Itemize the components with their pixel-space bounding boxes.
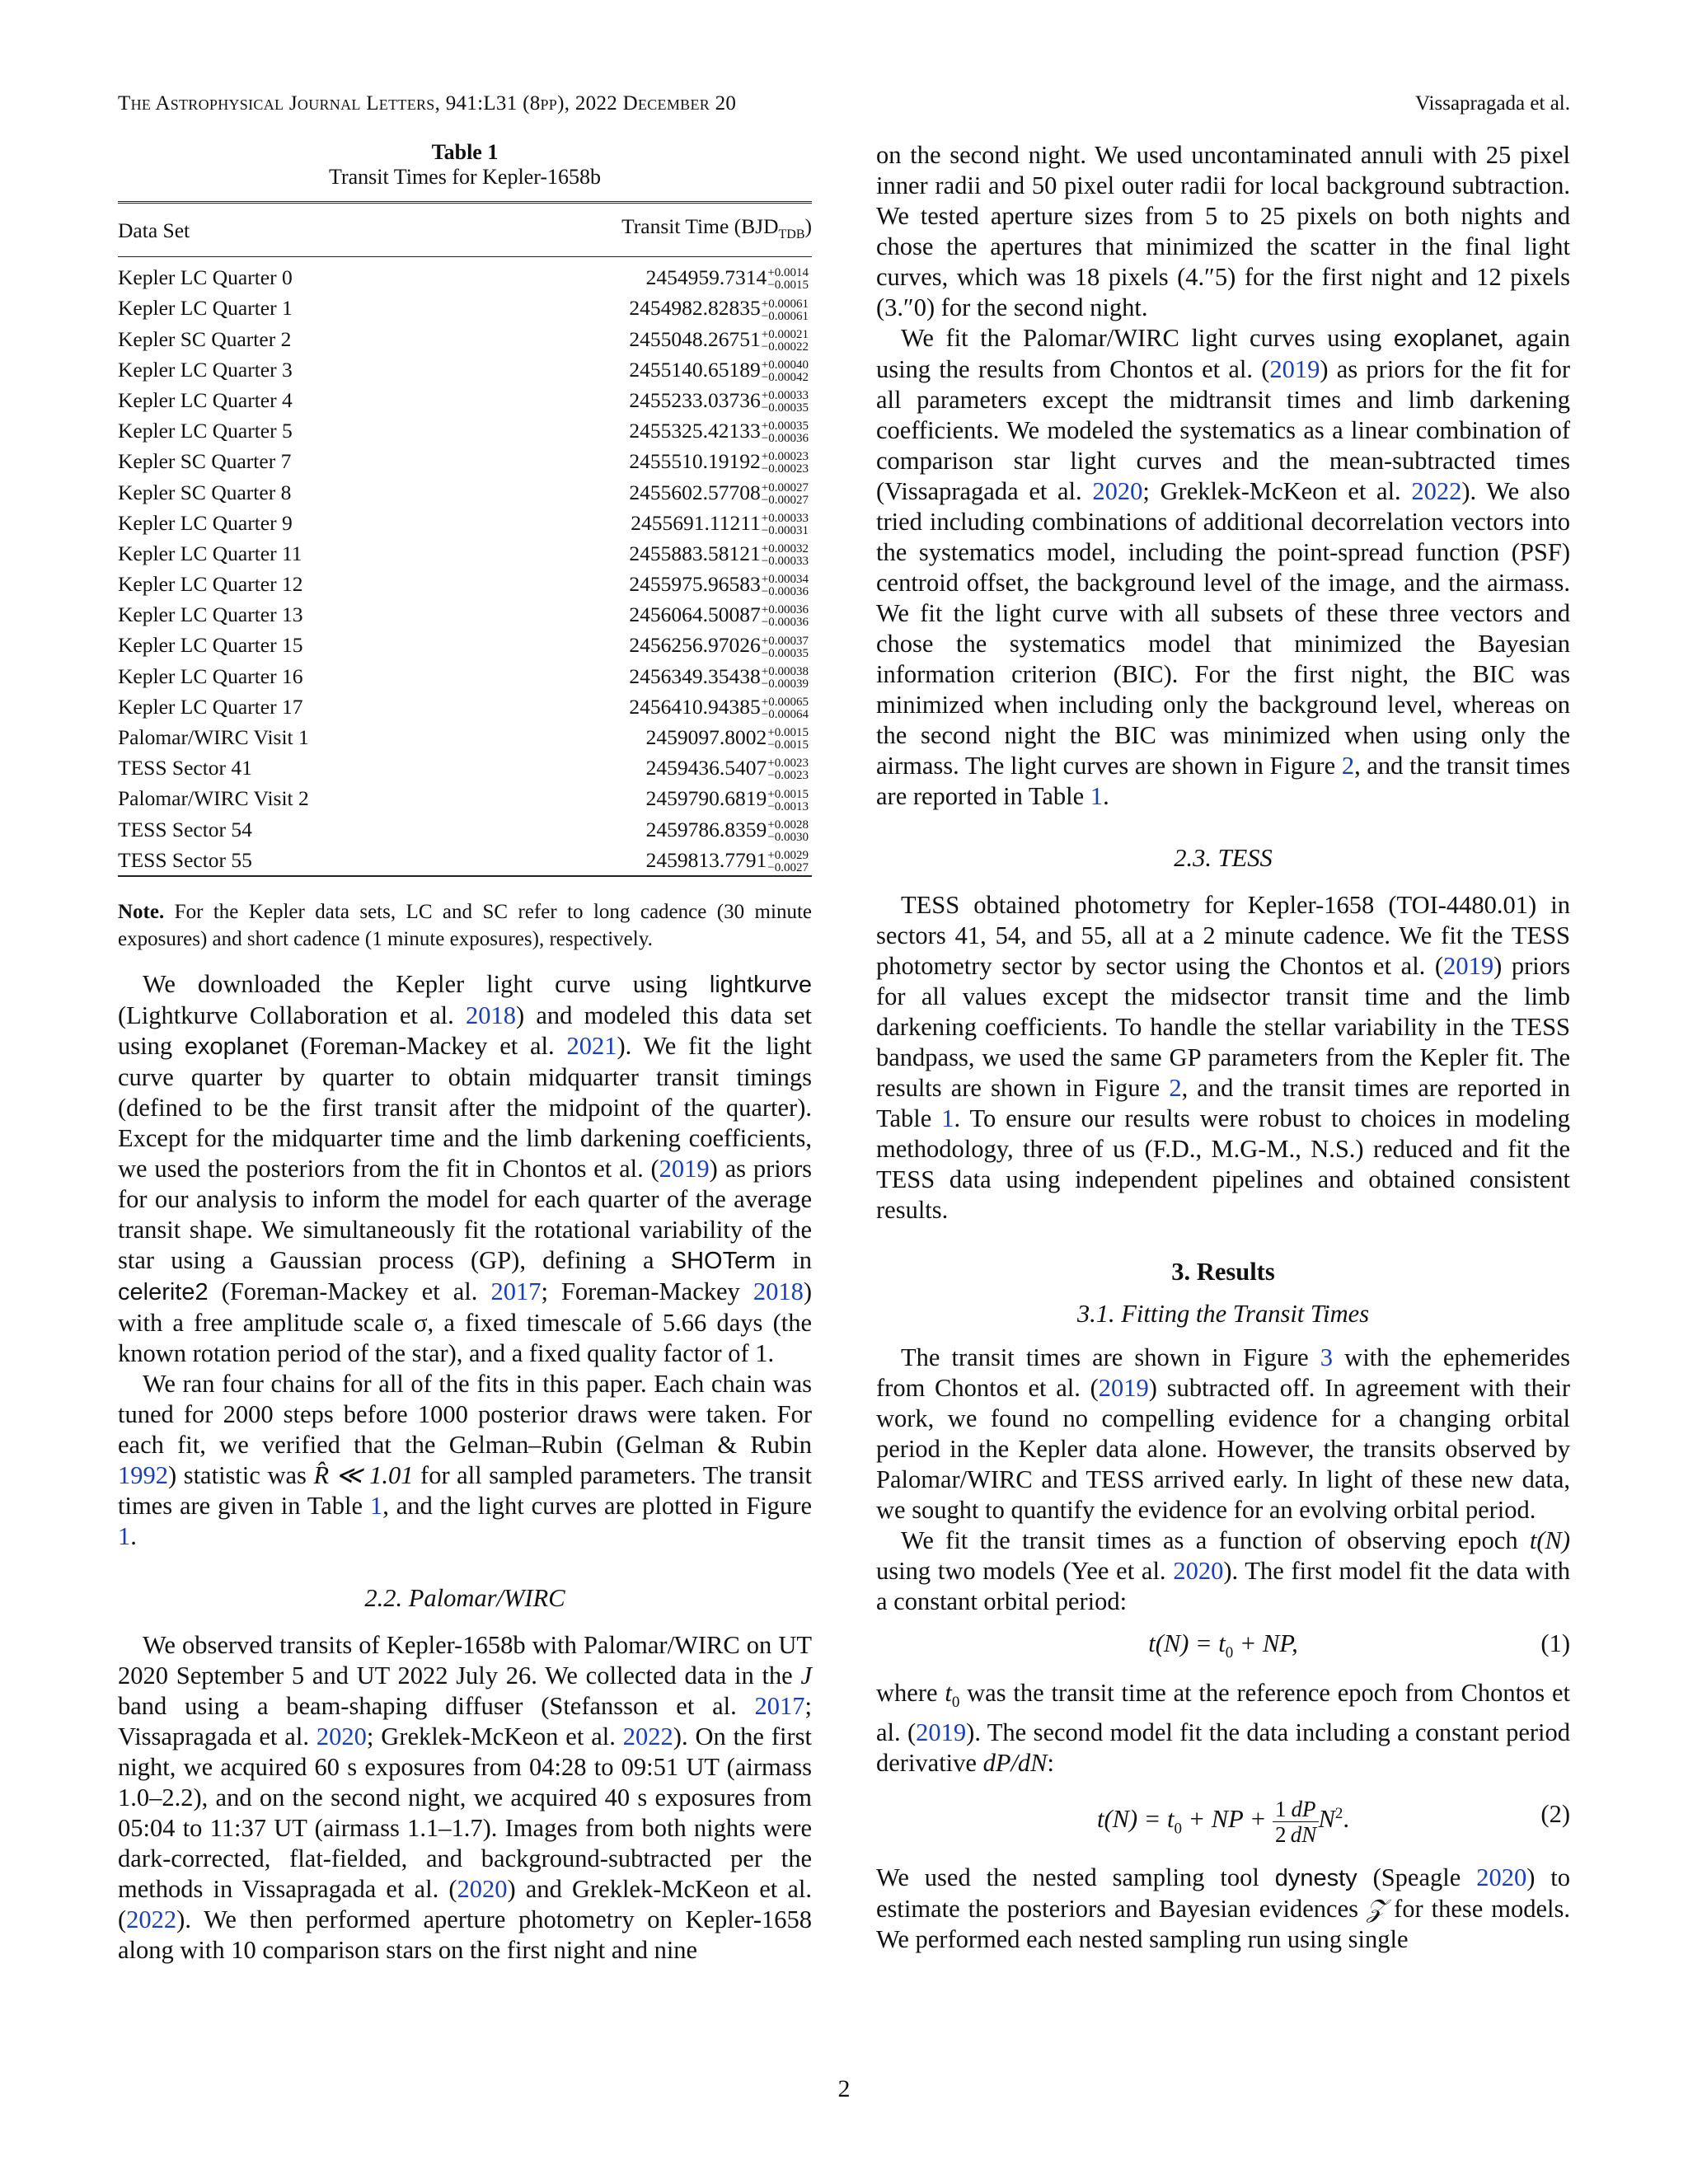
ref-link-1992[interactable]: 1992 xyxy=(118,1460,168,1489)
left-column xyxy=(118,140,812,1966)
table-row xyxy=(118,257,812,293)
table-row xyxy=(118,722,812,752)
rhat-statistic: R̂ ≪ 1.01 xyxy=(313,1460,414,1489)
exoplanet-code: exoplanet xyxy=(1393,326,1498,352)
paragraph-apertures: on the second night. We used uncontaminated annuli with 25 pixel inner radii and 50 pixel outer radii for local background subtraction. We tested aperture sizes from 5 to 25 pixels on both nights and chose the apertures that minimized the scatter in the final light curves, which was 18 pixels (4.″5) for the first night and 12 pixels (3.″0) for the second night. xyxy=(876,141,1570,321)
transit-time-cell: 2455325.42133 +0.00035 −0.00036 xyxy=(629,419,809,446)
transit-time-cell: 2455510.19192 +0.00023 −0.00023 xyxy=(629,449,809,476)
dataset-cell: TESS Sector 55 xyxy=(118,847,252,872)
transit-time-cell: 2459786.8359 +0.0028 −0.0030 xyxy=(645,817,809,844)
uncertainty-upper: +0.0029 xyxy=(767,848,809,862)
ref-link-2022[interactable]: 2022 xyxy=(1411,477,1462,505)
transit-time-cell: 2456410.94385 +0.00065 −0.00064 xyxy=(629,694,809,721)
paragraph-transit-times: The transit times are shown in Figure 3 with the ephemerides from Chontos et al. (2019) subtracted off. In agreement with their work, we found no compelling evidence for a changing orbital period in the Kepler data alone. However, the transits observed by Palomar/WIRC and TESS arrived early. In light of these new data, we sought to quantify the evidence for an evolving orbital period. xyxy=(876,1343,1571,1524)
uncertainty-lower: −0.0030 xyxy=(767,830,809,844)
uncertainty-upper: +0.00034 xyxy=(761,573,809,587)
uncertainty-lower: −0.0015 xyxy=(767,738,809,752)
uncertainty-lower: −0.0013 xyxy=(767,799,809,813)
col-header-transit-time: Transit Time $(BJD_{TDB})$ xyxy=(621,214,812,242)
transit-time-cell: 2455691.11211 +0.00033 −0.00031 xyxy=(631,510,809,537)
table-caption: Transit Times for Kepler-1658b xyxy=(328,165,602,189)
uncertainty-lower: −0.00039 xyxy=(761,677,809,691)
uncertainty-upper: +0.0028 xyxy=(767,818,809,832)
equation-2: $t(N) = t_0$ + NP + $\frac{1}{2}$ $\frac{dP}{dN}$ $N^2$. (2) xyxy=(876,1787,1570,1856)
transit-time-cell: 2455233.03736 +0.00033 −0.00035 xyxy=(629,387,809,415)
table-row xyxy=(118,752,812,783)
celerite2-code: celerite2 xyxy=(118,1278,209,1305)
dataset-cell: Kepler LC Quarter 13 xyxy=(118,602,303,627)
uncertainty-lower: −0.00035 xyxy=(761,646,809,660)
dataset-cell: Kepler LC Quarter 3 xyxy=(118,357,293,382)
uncertainty-lower: −0.00027 xyxy=(761,493,809,507)
uncertainty-upper: +0.00061 xyxy=(761,297,809,311)
ref-link-2019[interactable]: 2019 xyxy=(659,1154,710,1183)
uncertainty-lower: −0.00031 xyxy=(761,523,809,537)
dataset-cell: Kepler SC Quarter 7 xyxy=(118,449,292,474)
dataset-cell: Kepler LC Quarter 1 xyxy=(118,296,293,321)
uncertainty-upper: +0.00035 xyxy=(761,419,809,434)
page-number: 2 xyxy=(837,2075,851,2102)
uncertainty-upper: +0.0015 xyxy=(767,726,809,740)
dataset-cell: Kepler LC Quarter 17 xyxy=(118,694,303,719)
equation-2-number: (2) xyxy=(1540,1800,1570,1829)
equation-1: $t(N) = t_0$ + NP, (1) xyxy=(1148,1629,1570,1662)
col-header-dataset: Data Set xyxy=(118,218,190,243)
ref-link-2019[interactable]: 2019 xyxy=(1098,1374,1149,1402)
ref-link-2019[interactable]: 2019 xyxy=(916,1718,967,1747)
transit-time-cell: 2454982.82835 +0.00061 −0.00061 xyxy=(629,296,809,323)
uncertainty-lower: −0.0023 xyxy=(767,769,809,783)
author-line: Vissapragada et al. xyxy=(1414,92,1570,115)
uncertainty-upper: +0.00040 xyxy=(761,358,809,372)
section-3-1-heading: 3.1. Fitting the Transit Times xyxy=(1076,1300,1370,1328)
section-3-heading: 3. Results xyxy=(1171,1258,1275,1286)
uncertainty-lower: −0.00036 xyxy=(761,432,809,446)
dataset-cell: Kepler SC Quarter 8 xyxy=(118,480,292,504)
uncertainty-lower: −0.00061 xyxy=(761,309,809,323)
table-row xyxy=(118,569,812,599)
table-row xyxy=(118,845,812,876)
dataset-cell: Kepler LC Quarter 12 xyxy=(118,572,303,597)
equation-1-number: (1) xyxy=(1540,1629,1570,1657)
shoterm-code: SHOTerm xyxy=(670,1247,776,1274)
table-body xyxy=(118,257,812,876)
ref-link-2020[interactable]: 2020 xyxy=(1173,1557,1224,1585)
dataset-cell: TESS Sector 54 xyxy=(118,817,252,841)
ref-link-2022[interactable]: 2022 xyxy=(622,1722,673,1750)
transit-time-cell: 2455883.58121 +0.00032 −0.00033 xyxy=(629,541,809,569)
table-row xyxy=(118,691,812,722)
uncertainty-upper: +0.0023 xyxy=(767,757,809,771)
uncertainty-lower: −0.00022 xyxy=(761,340,809,354)
ref-link-2020[interactable]: 2020 xyxy=(1092,477,1143,505)
uncertainty-lower: −0.00035 xyxy=(761,401,809,415)
table-row xyxy=(118,599,812,630)
exoplanet-code: exoplanet xyxy=(184,1033,288,1060)
transit-time-cell: 2454959.7314 +0.0014 −0.0015 xyxy=(645,265,809,293)
dataset-cell: Kepler LC Quarter 15 xyxy=(118,633,303,658)
note-text: For the Kepler data sets, LC and SC refer to long cadence (30 minute exposures) and short cadence (1 minute exposures), respectively. xyxy=(118,900,812,950)
figure-1-link[interactable]: 1 xyxy=(118,1521,131,1550)
table-1-link[interactable]: 1 xyxy=(941,1104,954,1132)
table-row xyxy=(118,783,812,813)
ref-link-2020[interactable]: 2020 xyxy=(1476,1863,1527,1892)
uncertainty-upper: +0.00023 xyxy=(761,450,809,464)
transit-time-cell: 2455602.57708 +0.00027 −0.00027 xyxy=(629,480,809,507)
table-note xyxy=(118,898,812,953)
table-row xyxy=(118,630,812,660)
uncertainty-lower: −0.0027 xyxy=(767,860,809,874)
transit-time-cell: 2456064.50087 +0.00036 −0.00036 xyxy=(629,602,809,630)
uncertainty-upper: +0.0014 xyxy=(767,266,809,280)
uncertainty-lower: −0.0015 xyxy=(767,279,809,293)
uncertainty-lower: −0.00033 xyxy=(761,555,809,569)
table-row xyxy=(118,476,812,507)
table-row xyxy=(118,813,812,844)
dataset-cell: Kepler LC Quarter 4 xyxy=(118,387,293,412)
uncertainty-upper: +0.00032 xyxy=(761,542,809,556)
paragraph-kepler-fit: We downloaded the Kepler light curve using lightkurve (Lightkurve Collaboration et al. 2018) and modeled this data set using exoplanet (Foreman-Mackey et al. 2021). We fit the light curve quarter by quarter to obtain midquarter transit timings (defined to be the first transit after the midpoint of the quarter). Except for the midquarter time and the limb darkening coefficients, we used the posteriors from the fit in Chontos et al. (2019) as priors for our analysis to inform the model for each quarter of the average transit shape. We simultaneously fit the rotational variability of the star using a Gaussian process (GP), defining a SHOTerm in celerite2 (Foreman-Mackey et al. 2017; Foreman-Mackey 2018) with a free amplitude scale σ, a fixed timescale of 5.66 days (the known rotation period of the star), and a fixed quality factor of 1. xyxy=(118,969,813,1367)
ref-link-2017[interactable]: 2017 xyxy=(754,1691,805,1720)
uncertainty-upper: +0.00038 xyxy=(761,664,809,678)
paragraph-models: We fit the transit times as a function of observing epoch t(N) using two models (Yee et al. 2020). The first model fit the data with a constant orbital period: xyxy=(876,1526,1570,1615)
transit-times-table xyxy=(118,201,812,877)
section-2-2-heading: 2.2. Palomar/WIRC xyxy=(364,1583,565,1612)
table-row xyxy=(118,354,812,385)
table-row xyxy=(118,323,812,354)
dataset-cell: TESS Sector 41 xyxy=(118,756,252,780)
table-row xyxy=(118,661,812,691)
uncertainty-upper: +0.0015 xyxy=(767,787,809,801)
transit-time-cell: 2455140.65189 +0.00040 −0.00042 xyxy=(629,357,809,384)
right-column xyxy=(876,140,1570,1955)
table-row xyxy=(118,508,812,538)
ref-link-2020b[interactable]: 2020 xyxy=(457,1874,508,1903)
transit-time-cell: 2459436.5407 +0.0023 −0.0023 xyxy=(645,756,809,783)
transit-time-cell: 2455975.96583 +0.00034 −0.00036 xyxy=(629,572,809,599)
paragraph-wirc-fit: We fit the Palomar/WIRC light curves using exoplanet, again using the results from Chontos et al. (2019) as priors for the fit for all parameters except the midtransit times and limb darkening coefficients. We modeled the systematics as a linear combination of comparison star light curves and the mean-subtracted times (Vissapragada et al. 2020; Greklek-McKeon et al. 2022). We also tried including combinations of additional decorrelation vectors into the systematics model, including the point-spread function (PSF) centroid offset, the background level of the image, and the airmass. We fit the light curve with all subsets of these three vectors and chose the systematics model that minimized the Bayesian information criterion (BIC). For the first night, the BIC was minimized when including only the background level, whereas on the second night the BIC was minimized when using only the airmass. The light curves are shown in Figure 2, and the transit times are reported in Table 1. xyxy=(876,324,1571,810)
figure-2-link[interactable]: 2 xyxy=(1169,1074,1182,1102)
transit-time-cell: 2459790.6819 +0.0015 −0.0013 xyxy=(645,786,809,813)
ref-link-2020[interactable]: 2020 xyxy=(316,1722,367,1750)
uncertainty-lower: −0.00036 xyxy=(761,585,809,599)
journal-citation: The Astrophysical Journal Letters, 941:L31 (8pp), 2022 December 20 xyxy=(118,92,737,115)
paragraph-nested-sampling: We used the nested sampling tool dynesty (Speagle 2020) to estimate the posteriors and Bayesian evidences 𝒵 for these models. We performed each nested sampling run using single xyxy=(876,1863,1570,1954)
dynesty-code: dynesty xyxy=(1274,1865,1357,1892)
section-2-3-heading: 2.3. TESS xyxy=(1174,844,1273,872)
paragraph-tess: TESS obtained photometry for Kepler-1658 (TOI-4480.01) in sectors 41, 54, and 55, all at a 2 minute cadence. We fit the TESS photometry sector by sector using the Chontos et al. (2019) priors for all values except the midsector transit time and the limb darkening coefficients. To handle the stellar variability in the TESS bandpass, we used the same GP parameters from the Kepler fit. The results are shown in Figure 2, and the transit times are reported in Table 1. To ensure our results were robust to choices in modeling methodology, three of us (F.D., M.G-M., N.S.) reduced and fit the TESS data using independent pipelines and obtained consistent results. xyxy=(876,891,1570,1224)
table-header-row xyxy=(118,203,812,257)
uncertainty-lower: −0.00064 xyxy=(761,707,809,721)
transit-time-cell: 2456256.97026 +0.00037 −0.00035 xyxy=(629,633,809,660)
ref-link-2017[interactable]: 2017 xyxy=(490,1277,542,1305)
ref-link-2018b[interactable]: 2018 xyxy=(753,1277,804,1305)
ref-link-2018[interactable]: 2018 xyxy=(465,1001,516,1029)
ref-link-2019[interactable]: 2019 xyxy=(1269,355,1320,383)
paragraph-chains: We ran four chains for all of the fits in this paper. Each chain was tuned for 2000 steps before 1000 posterior draws were taken. For each fit, we verified that the Gelman–Rubin (Gelman & Rubin 1992) statistic was R̂ ≪ 1.01 for all sampled parameters. The transit times are given in Table 1, and the light curves are plotted in Figure 1. xyxy=(118,1369,812,1550)
note-label: Note. xyxy=(118,900,165,923)
paragraph-where: where $t_0$ was the transit time at the reference epoch from Chontos et al. (2019). The second model fit the data including a constant period derivative dP/dN: xyxy=(876,1679,1570,1778)
ref-link-2019[interactable]: 2019 xyxy=(1443,952,1494,980)
table-row xyxy=(118,446,812,476)
uncertainty-lower: −0.00036 xyxy=(761,616,809,630)
table-1-link[interactable]: 1 xyxy=(1090,782,1104,810)
table-1-link[interactable]: 1 xyxy=(369,1491,383,1520)
ref-link-2022b[interactable]: 2022 xyxy=(126,1905,177,1933)
uncertainty-upper: +0.00036 xyxy=(761,603,809,617)
table-label: Table 1 xyxy=(431,140,499,164)
table-row xyxy=(118,538,812,569)
dataset-cell: Palomar/WIRC Visit 2 xyxy=(118,786,309,811)
table-row xyxy=(118,415,812,446)
uncertainty-upper: +0.00065 xyxy=(761,695,809,709)
lightkurve-code: lightkurve xyxy=(709,971,812,998)
figure-3-link[interactable]: 3 xyxy=(1320,1343,1334,1371)
uncertainty-upper: +0.00033 xyxy=(761,511,809,525)
table-title xyxy=(118,140,812,190)
uncertainty-upper: +0.00033 xyxy=(761,389,809,403)
uncertainty-lower: −0.00042 xyxy=(761,370,809,384)
table-row xyxy=(118,293,812,323)
uncertainty-upper: +0.00037 xyxy=(761,634,809,648)
paragraph-palomar: We observed transits of Kepler-1658b with Palomar/WIRC on UT 2020 September 5 and UT 2022 July 26. We collected data in the J band using a beam-shaping diffuser (Stefansson et al. 2017; Vissapragada et al. 2020; Greklek-McKeon et al. 2022). On the first night, we acquired 60 s exposures from 04:28 to 09:51 UT (airmass 1.0–2.2), and on the second night, we acquired 40 s exposures from 05:04 to 11:37 UT (airmass 1.1–1.7). Images from both nights were dark-corrected, flat-fielded, and background-subtracted per the methods in Vissapragada et al. (2020) and Greklek-McKeon et al. (2022). We then performed aperture photometry on Kepler-1658 along with 10 comparison stars on the first night and nine xyxy=(118,1630,813,1964)
dataset-cell: Kepler LC Quarter 16 xyxy=(118,663,303,688)
transit-time-cell: 2455048.26751 +0.00021 −0.00022 xyxy=(629,326,809,354)
transit-time-cell: 2459097.8002 +0.0015 −0.0015 xyxy=(645,725,809,752)
table-row xyxy=(118,385,812,415)
figure-2-link[interactable]: 2 xyxy=(1341,752,1355,780)
transit-time-cell: 2459813.7791 +0.0029 −0.0027 xyxy=(645,847,809,874)
dataset-cell: Kepler SC Quarter 2 xyxy=(118,326,292,351)
dataset-cell: Palomar/WIRC Visit 1 xyxy=(118,725,309,749)
dataset-cell: Kepler LC Quarter 9 xyxy=(118,510,293,535)
ref-link-2021[interactable]: 2021 xyxy=(566,1031,617,1060)
uncertainty-upper: +0.00021 xyxy=(761,327,809,341)
dataset-cell: Kepler LC Quarter 0 xyxy=(118,265,293,290)
running-header xyxy=(118,92,1570,125)
dataset-cell: Kepler LC Quarter 5 xyxy=(118,419,293,443)
uncertainty-lower: −0.00023 xyxy=(761,462,809,476)
dataset-cell: Kepler LC Quarter 11 xyxy=(118,541,302,565)
transit-time-cell: 2456349.35438 +0.00038 −0.00039 xyxy=(629,663,809,691)
uncertainty-upper: +0.00027 xyxy=(761,480,809,494)
